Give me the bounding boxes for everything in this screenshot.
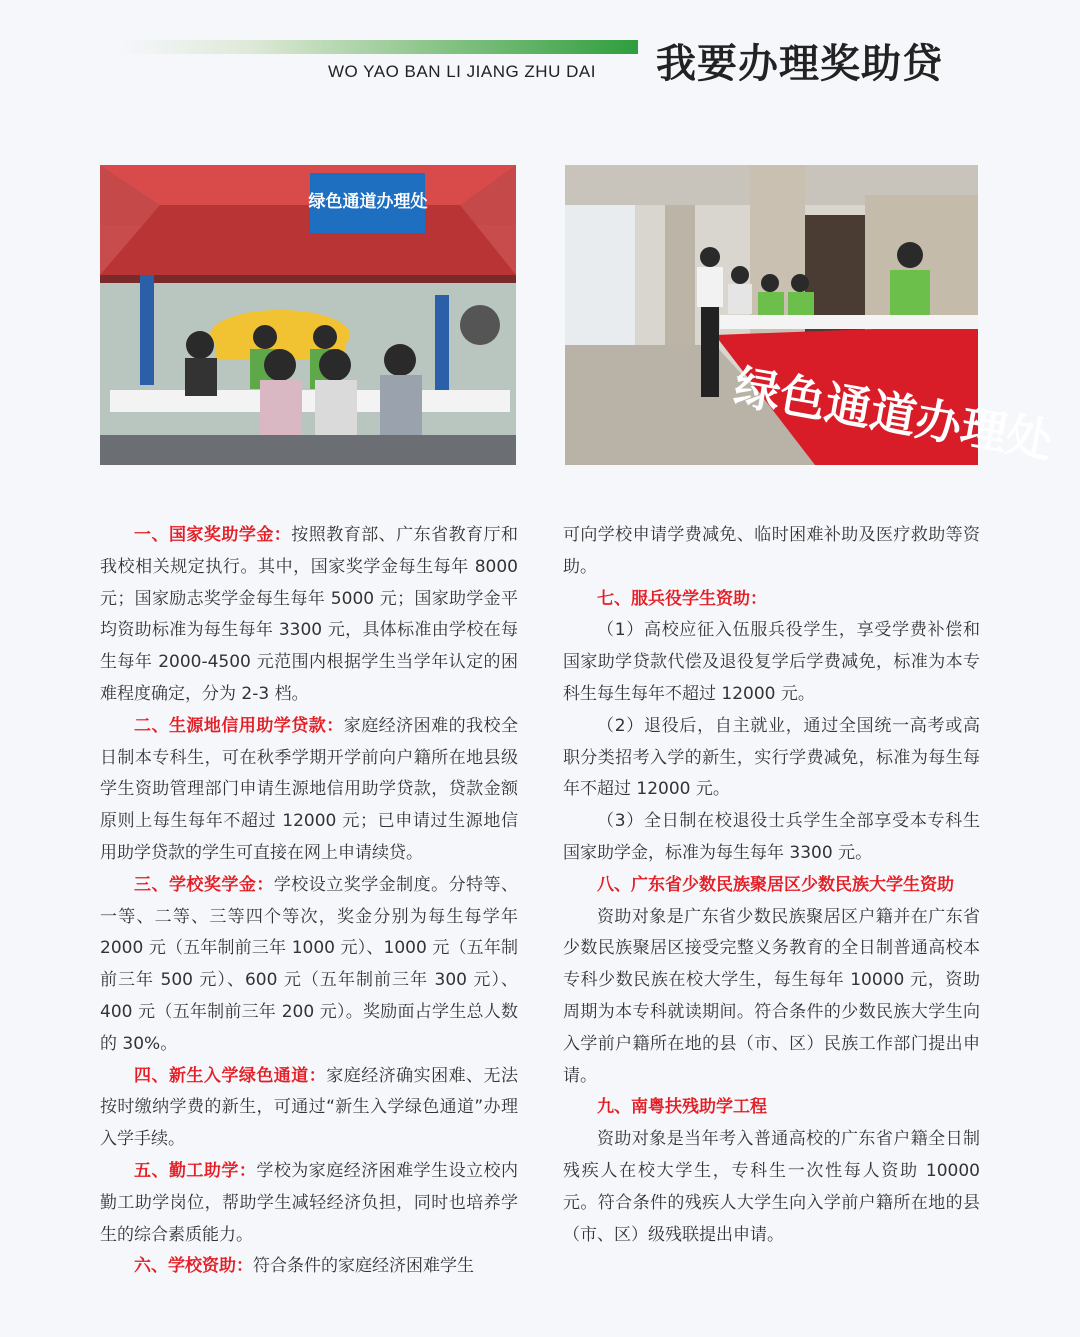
- photo-green-channel-desk: [565, 165, 1057, 469]
- section-student-loan: [100, 711, 518, 870]
- left-text-column: [100, 520, 518, 1283]
- photo-green-channel-tent: [100, 165, 516, 465]
- section-military-heading: 七、服兵役学生资助：: [597, 588, 767, 609]
- section-disability-text: 资助对象是当年考入普通高校的广东省户籍全日制残疾人在校大学生，专科生一次性每人资助 10000 元。符合条件的残疾人大学生向入学前户籍所在地的县（市、区）级残联提出申请。: [563, 1129, 980, 1245]
- header-green-bar: [120, 40, 638, 54]
- section-ethnic-minority-heading: 八、广东省少数民族聚居区少数民族大学生资助: [597, 874, 954, 895]
- right-text-column: [563, 520, 980, 1251]
- header-subtitle: WO YAO BAN LI JIANG ZHU DAI: [328, 62, 596, 81]
- section-national-scholarship: [100, 520, 518, 711]
- section-green-channel: [100, 1061, 518, 1156]
- desk-banner-text: 绿色通道办理处: [730, 359, 1057, 469]
- section-text: 符合条件的家庭经济困难学生: [253, 1256, 474, 1277]
- section-heading: 四、新生入学绿色通道：: [134, 1065, 327, 1086]
- page-title: 我要办理奖助贷: [656, 41, 943, 87]
- tent-sign-text: 绿色通道办理处: [308, 192, 428, 212]
- section-text: 家庭经济困难的我校全日制本专科生，可在秋季学期开学前向户籍所在地县级学生资助管理部门申请生源地信用助学贷款，贷款金额原则上每生每年不超过 12000 元；已申请过生源地信用助学贷款的学生可直接在网上申请续贷。: [100, 715, 519, 863]
- section-disability-heading: 九、南粤扶残助学工程: [597, 1097, 767, 1118]
- section-heading: 五、勤工助学：: [134, 1160, 257, 1181]
- section-heading: 三、学校奖学金：: [134, 874, 274, 895]
- section-heading: 六、学校资助：: [134, 1256, 253, 1277]
- section-text: 学校设立奖学金制度。分特等、一等、二等、三等四个等次，奖金分别为每生每学年 2000 元（五年制前三年 1000 元）、1000 元（五年制前三年 500 元）、600 元（五年制前三年 300 元）、400 元（五年制前三年 200 元）。奖励面占学生总人数的 30%。: [100, 874, 519, 1054]
- section-work-study: [100, 1156, 518, 1251]
- section-ethnic-minority-text: 资助对象是广东省少数民族聚居区户籍并在广东省少数民族聚居区接受完整义务教育的全日制普通高校本专科少数民族在校大学生，每生每年 10000 元，资助周期为本专科就读期间。符合条件的少数民族大学生向入学前户籍所在地的县（市、区）民族工作部门提出申请。: [563, 906, 980, 1086]
- photo-tent-illustration: [100, 165, 516, 465]
- section-school-aid: [100, 1251, 518, 1283]
- section-heading: 一、国家奖助学金：: [134, 525, 292, 545]
- military-item-1: （1）高校应征入伍服兵役学生，享受学费补偿和国家助学贷款代偿及退役复学后学费减免，标准为本专科生每生每年不超过 12000 元。: [563, 620, 980, 704]
- photo-desk-illustration: [565, 165, 1057, 469]
- section-text: 按照教育部、广东省教育厅和我校相关规定执行。其中，国家奖学金每生每年 8000 元；国家励志奖学金每生每年 5000 元；国家助学金平均资助标准为每生每年 3300 元，具体标准由学校在每生每年 2000-4500 元范围内根据学生当学年认定的困难程度确定，分为 2-3 档。: [100, 525, 519, 704]
- section-school-aid-continued: 可向学校申请学费减免、临时困难补助及医疗救助等资助。: [563, 525, 980, 577]
- section-heading: 二、生源地信用助学贷款：: [134, 715, 344, 736]
- section-school-scholarship: [100, 870, 518, 1061]
- military-item-2: （2）退役后，自主就业，通过全国统一高考或高职分类招考入学的新生，实行学费减免，标准为每生每年不超过 12000 元。: [563, 715, 980, 800]
- section-text: 学校为家庭经济困难学生设立校内勤工助学岗位，帮助学生减轻经济负担，同时也培养学生的综合素质能力。: [100, 1160, 519, 1245]
- section-text: 家庭经济确实困难、无法按时缴纳学费的新生，可通过“新生入学绿色通道”办理入学手续。: [100, 1065, 519, 1150]
- military-item-3: （3）全日制在校退役士兵学生全部享受本专科生国家助学金，标准为每生每年 3300 元。: [563, 811, 980, 863]
